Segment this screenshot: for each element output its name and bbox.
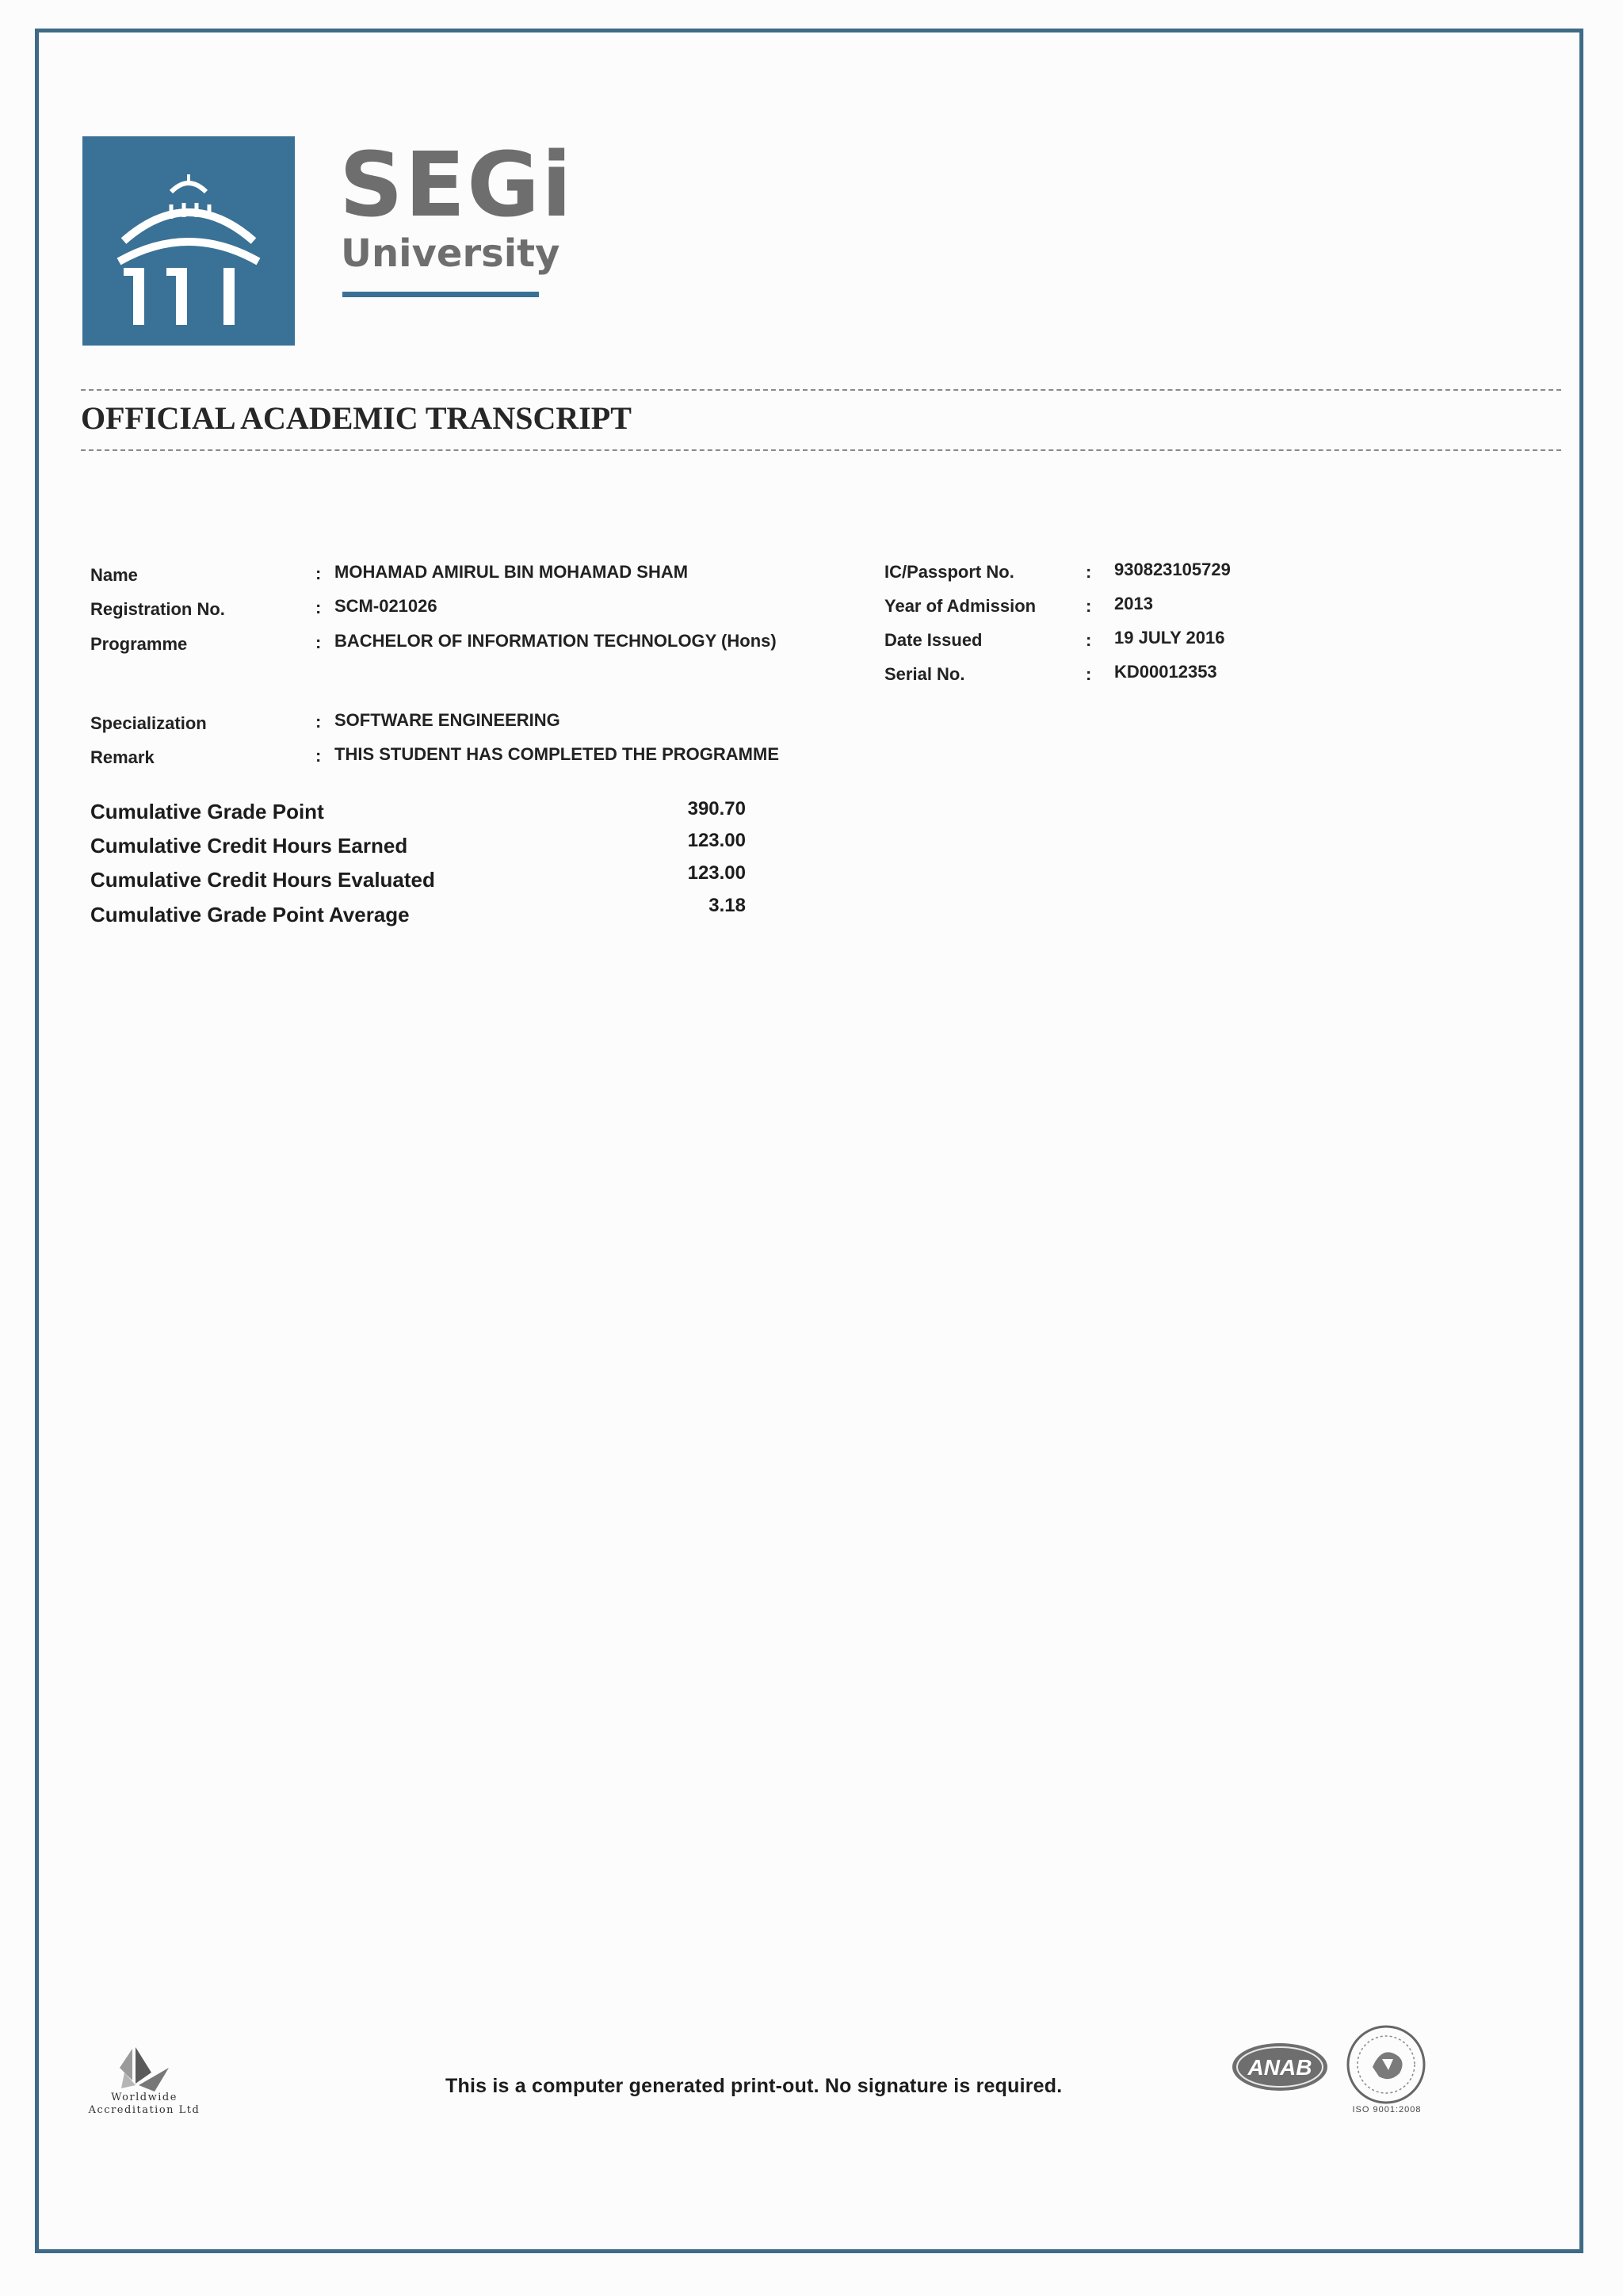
field-value-specialization: SOFTWARE ENGINEERING	[334, 710, 560, 730]
field-value-name: MOHAMAD AMIRUL BIN MOHAMAD SHAM	[334, 562, 689, 582]
page-border	[35, 29, 1583, 2253]
colon: :	[315, 598, 322, 617]
field-value-year-admission: 2013	[1114, 594, 1153, 613]
segi-logo-icon	[82, 136, 295, 346]
field-label-serial: Serial No.	[884, 664, 965, 684]
summary-value-hours-earned: 123.00	[687, 830, 746, 851]
title-rule-top	[81, 389, 1561, 391]
field-value-date-issued: 19 JULY 2016	[1114, 628, 1225, 648]
colon: :	[315, 563, 322, 583]
summary-value-hours-evaluated: 123.00	[687, 862, 746, 884]
summary-value-gpa: 3.18	[708, 895, 746, 916]
colon: :	[1086, 630, 1092, 650]
computer-generated-note: This is a computer generated print-out. No signature is required.	[445, 2075, 1063, 2097]
brand-underline	[342, 292, 539, 297]
field-label-remark: Remark	[90, 747, 155, 767]
iso-label: ISO 9001:2008	[1352, 2105, 1422, 2115]
colon: :	[315, 746, 322, 766]
accreditation-line-1: Worldwide	[111, 2092, 178, 2103]
colon: :	[315, 632, 322, 652]
document-title: OFFICIAL ACADEMIC TRANSCRIPT	[81, 400, 632, 436]
field-value-programme: BACHELOR OF INFORMATION TECHNOLOGY (Hons)	[334, 631, 777, 651]
dome-emblem-icon	[82, 136, 295, 346]
iso-certification-seal-icon	[1342, 2021, 1430, 2108]
field-label-date-issued: Date Issued	[884, 630, 983, 650]
field-value-serial: KD00012353	[1114, 662, 1217, 682]
field-label-year-admission: Year of Admission	[884, 596, 1037, 616]
field-label-specialization: Specialization	[90, 713, 207, 733]
summary-label-hours-earned: Cumulative Credit Hours Earned	[90, 834, 408, 858]
brand-subtitle: University	[341, 231, 560, 276]
field-value-ic-passport: 930823105729	[1114, 560, 1231, 579]
anab-label: ANAB	[1247, 2055, 1312, 2080]
field-value-remark: THIS STUDENT HAS COMPLETED THE PROGRAMME	[334, 744, 780, 764]
summary-label-grade-point: Cumulative Grade Point	[90, 800, 324, 823]
summary-label-gpa: Cumulative Grade Point Average	[90, 903, 410, 926]
colon: :	[1086, 562, 1092, 582]
field-label-name: Name	[90, 565, 138, 585]
field-label-ic-passport: IC/Passport No.	[884, 562, 1014, 582]
field-label-registration: Registration No.	[90, 599, 225, 619]
title-rule-bottom	[81, 449, 1561, 451]
anab-badge-icon	[1228, 2038, 1331, 2095]
summary-value-grade-point: 390.70	[687, 798, 746, 819]
colon: :	[1086, 664, 1092, 684]
colon: :	[315, 712, 322, 732]
field-label-programme: Programme	[90, 634, 188, 654]
brand-name: SEGi	[339, 134, 574, 237]
summary-label-hours-evaluated: Cumulative Credit Hours Evaluated	[90, 868, 435, 892]
accreditation-line-2: Accreditation Ltd	[88, 2104, 200, 2116]
field-value-registration: SCM-021026	[334, 596, 437, 616]
colon: :	[1086, 596, 1092, 616]
